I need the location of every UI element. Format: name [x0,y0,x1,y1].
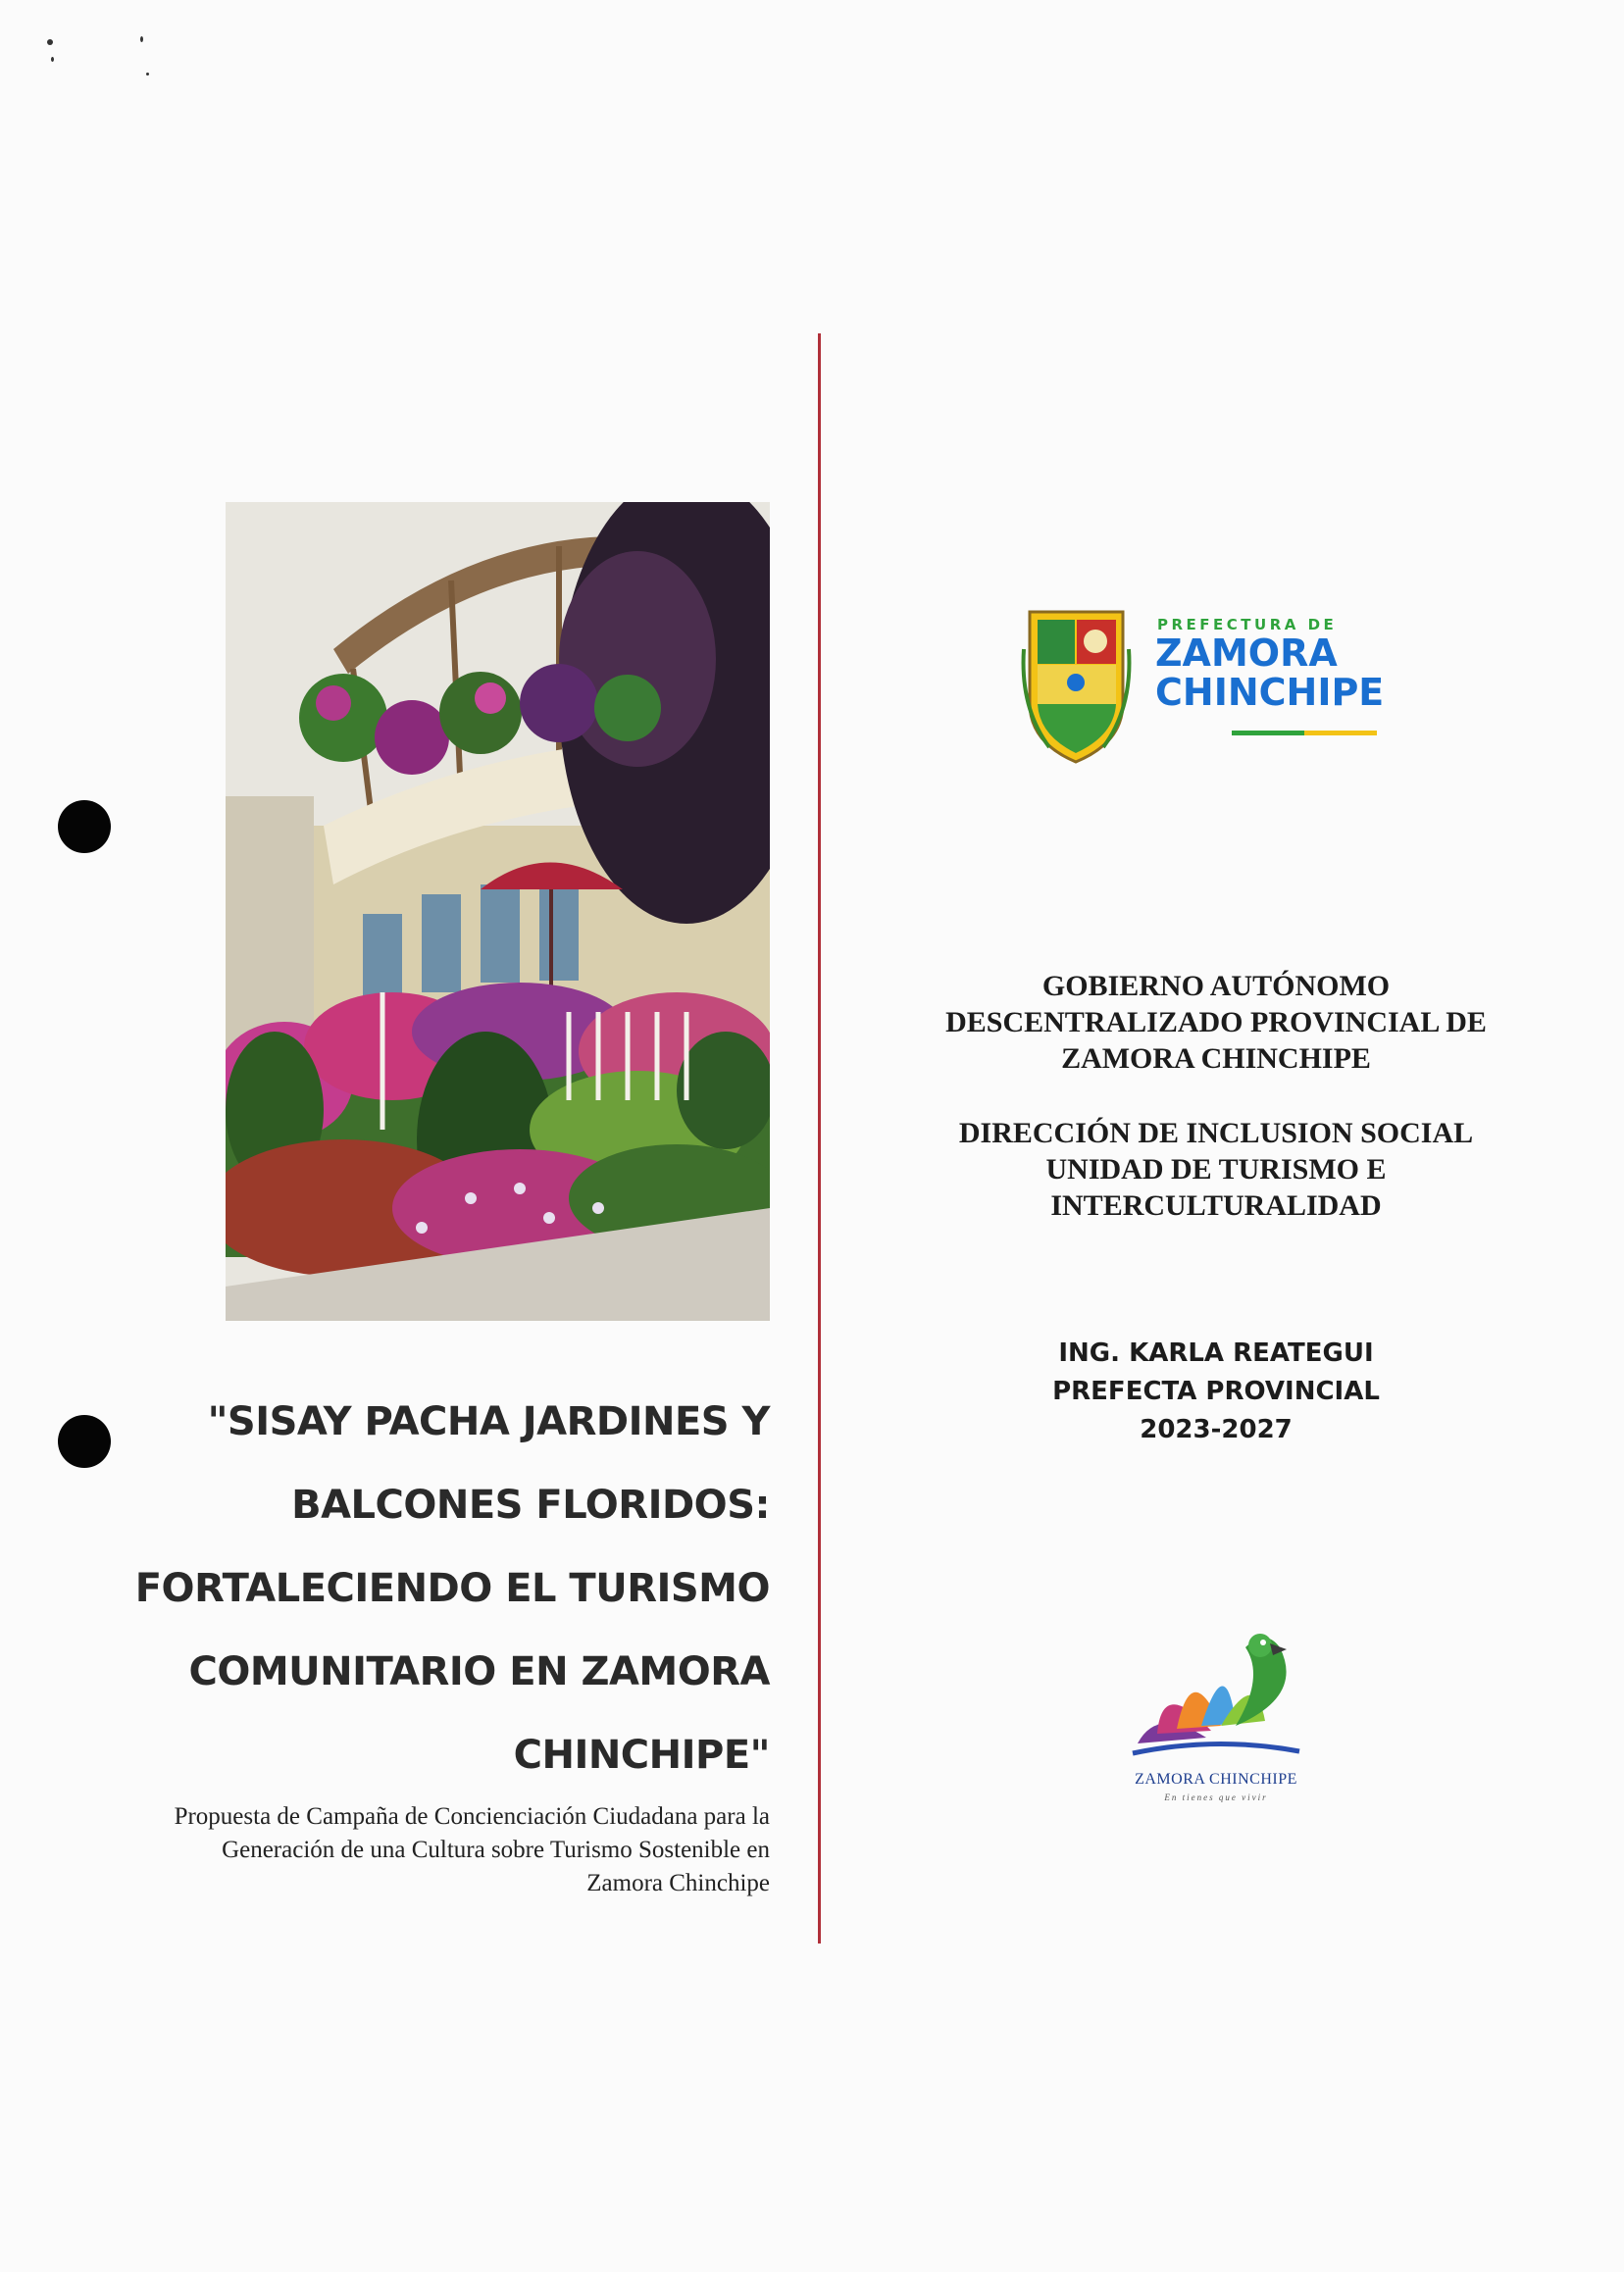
scan-speck [51,57,54,62]
prefecta-name: ING. KARLA REATEGUI [1058,1338,1374,1368]
subtitle-line: Propuesta de Campaña de Concienciación Ciudadana para la [174,1803,770,1830]
prefectura-label: PREFECTURA DE [1157,616,1338,633]
prefectura-underline [1232,731,1377,735]
direction-line: UNIDAD DE TURISMO E [1045,1153,1387,1186]
campaign-title [59,1381,770,1797]
prefectura-shield-icon [1020,600,1133,767]
scan-speck [146,73,149,76]
title-line: FORTALECIENDO EL TURISMO [134,1566,770,1611]
gov-line: DESCENTRALIZADO PROVINCIAL DE [945,1006,1487,1038]
prefecta-block [961,1335,1471,1449]
title-line: BALCONES FLORIDOS: [291,1483,770,1528]
subtitle-line: Generación de una Cultura sobre Turismo Sostenible en [222,1837,770,1863]
prefectura-name [1155,633,1384,712]
brand-name: ZAMORA CHINCHIPE [1135,1771,1297,1788]
prefecta-period: 2023-2027 [1140,1415,1293,1444]
title-line: CHINCHIPE" [513,1733,770,1778]
zamora-chinchipe-parrot-logo-icon [1118,1628,1314,1765]
vertical-divider [818,333,821,1944]
direction-line: INTERCULTURALIDAD [1050,1189,1382,1222]
institution-block [863,968,1569,1224]
gov-line: GOBIERNO AUTÓNOMO [1041,970,1391,1002]
brand-tagline: En tienes que vivir [1164,1792,1268,1802]
prefectura-name-line: CHINCHIPE [1155,671,1385,714]
direction-line: DIRECCIÓN DE INCLUSION SOCIAL [958,1117,1474,1149]
title-line: "SISAY PACHA JARDINES Y [207,1399,770,1444]
subtitle-line: Zamora Chinchipe [586,1870,770,1896]
prefectura-name-line: ZAMORA [1155,631,1338,675]
campaign-subtitle [39,1800,770,1900]
prefecta-role: PREFECTA PROVINCIAL [1052,1377,1380,1406]
garden-balcony-photo [226,502,770,1321]
punch-hole-top [58,800,111,853]
gov-line: ZAMORA CHINCHIPE [1061,1042,1371,1075]
scan-speck [47,39,53,45]
title-line: COMUNITARIO EN ZAMORA [188,1649,770,1694]
scan-speck [140,36,143,42]
